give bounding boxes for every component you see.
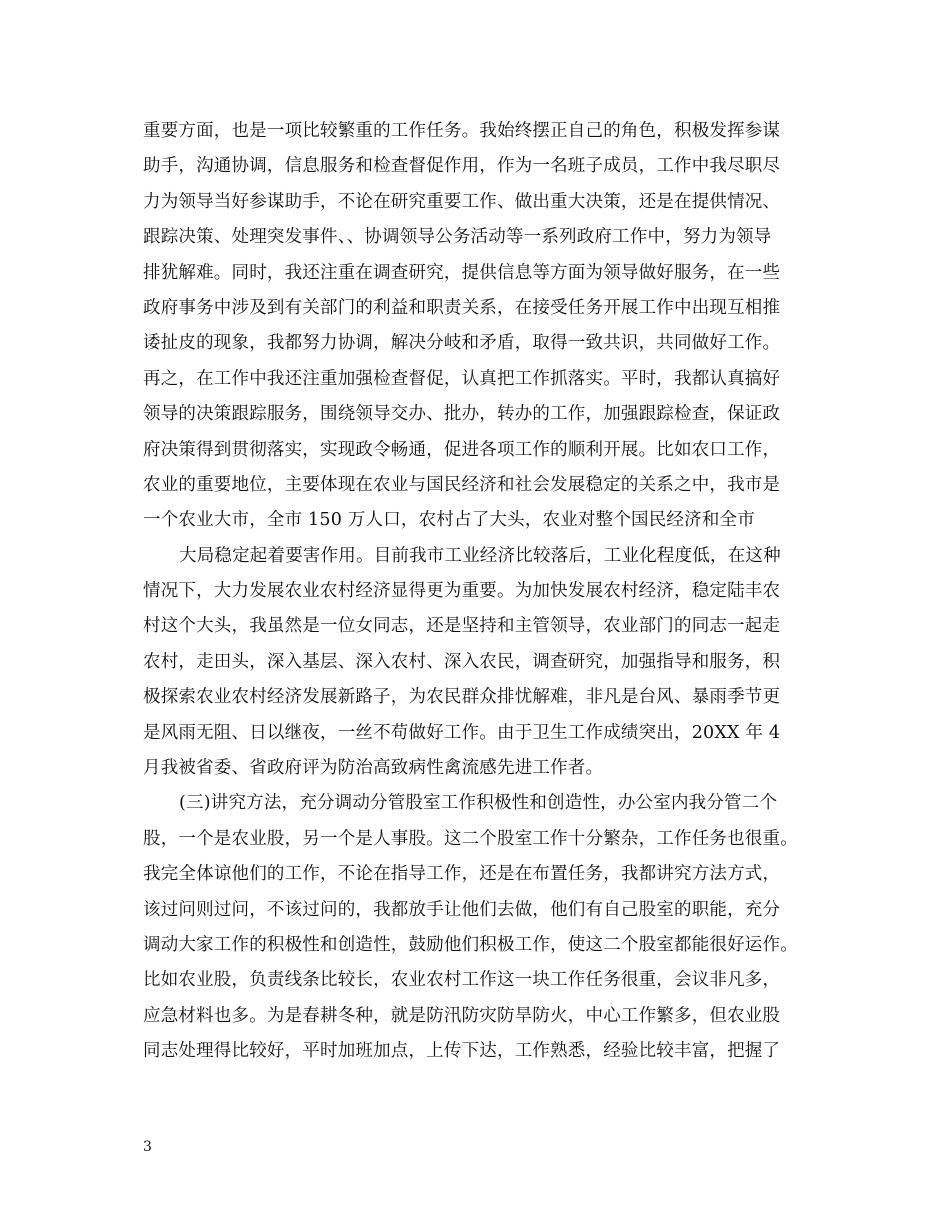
text-line: 跟踪决策、处理突发事件、、协调领导公务活动等一系列政府工作中，努力为领导 xyxy=(143,227,772,248)
text-line: 同志处理得比较好，平时加班加点，上传下达，工作熟悉，经验比较丰富，把握了 xyxy=(143,1041,781,1062)
text-line: 大局稳定起着要害作用。目前我市工业经济比较落后，工业化程度低，在这种 xyxy=(179,545,781,566)
text-line: 农业的重要地位，主要体现在农业与国民经济和社会发展稳定的关系之中，我市是 xyxy=(143,474,781,495)
page-number: 3 xyxy=(143,1139,152,1155)
text-line: 我完全体谅他们的工作，不论在指导工作，还是在布置任务，我都讲究方法方式， xyxy=(143,864,781,885)
text-line: 诿扯皮的现象，我都努力协调，解决分岐和矛盾，取得一致共识，共同做好工作。 xyxy=(143,333,781,354)
text-line: 政府事务中涉及到有关部门的利益和职责关系，在接受任务开展工作中出现互相推 xyxy=(143,297,781,318)
text-line: 一个农业大市，全市 150 万人口，农村占了大头，农业对整个国民经济和全市 xyxy=(143,510,755,531)
text-line: 农村，走田头，深入基层、深入农村、深入农民，调查研究，加强指导和服务，积 xyxy=(143,651,781,672)
text-line: 村这个大头，我虽然是一位女同志，还是坚持和主管领导，农业部门的同志一起走 xyxy=(143,616,781,637)
body-text xyxy=(143,114,823,1070)
text-line: 是风雨无阻、日以继夜，一丝不苟做好工作。由于卫生工作成绩突出，20XX 年 4 xyxy=(143,722,781,743)
text-line: 调动大家工作的积极性和创造性，鼓励他们积极工作，使这二个股室都能很好运作。 xyxy=(143,934,798,955)
text-line: 力为领导当好参谋助手，不论在研究重要工作、做出重大决策，还是在提供情况、 xyxy=(143,191,781,212)
text-line: 月我被省委、省政府评为防治高致病性禽流感先进工作者。 xyxy=(143,758,604,779)
text-line: 领导的决策跟踪服务，围绕领导交办、批办，转办的工作，加强跟踪检查，保证政 xyxy=(143,404,781,425)
text-line: 重要方面，也是一项比较繁重的工作任务。我始终摆正自己的角色，积极发挥参谋 xyxy=(143,121,781,141)
text-line: 股，一个是农业股，另一个是人事股。这二个股室工作十分繁杂，工作任务也很重。 xyxy=(143,828,798,849)
text-line: 情况下，大力发展农业农村经济显得更为重要。为加快发展农村经济，稳定陆丰农 xyxy=(143,581,781,602)
text-line: 再之，在工作中我还注重加强检查督促，认真把工作抓落实。平时，我都认真搞好 xyxy=(143,368,781,389)
text-line: 应急材料也多。为是春耕冬种，就是防汛防灾防旱防火，中心工作繁多，但农业股 xyxy=(143,1005,781,1026)
text-line: 极探索农业农村经济发展新路子，为农民群众排忧解难，非凡是台风、暴雨季节更 xyxy=(143,687,781,708)
text-line: (三)讲究方法，充分调动分管股室工作积极性和创造性，办公室内我分管二个 xyxy=(179,793,778,814)
text-line: 比如农业股，负责线条比较长，农业农村工作这一块工作任务很重，会议非凡多， xyxy=(143,970,781,991)
text-line: 府决策得到贯彻落实，实现政令畅通，促进各项工作的顺利开展。比如农口工作， xyxy=(143,439,781,460)
text-line: 该过问则过问，不该过问的，我都放手让他们去做，他们有自己股室的职能，充分 xyxy=(143,899,781,920)
text-line: 排犹解难。同时，我还注重在调查研究，提供信息等方面为领导做好服务，在一些 xyxy=(143,262,781,283)
text-line: 助手，沟通协调，信息服务和检查督促作用，作为一名班子成员，工作中我尽职尽 xyxy=(143,156,781,177)
